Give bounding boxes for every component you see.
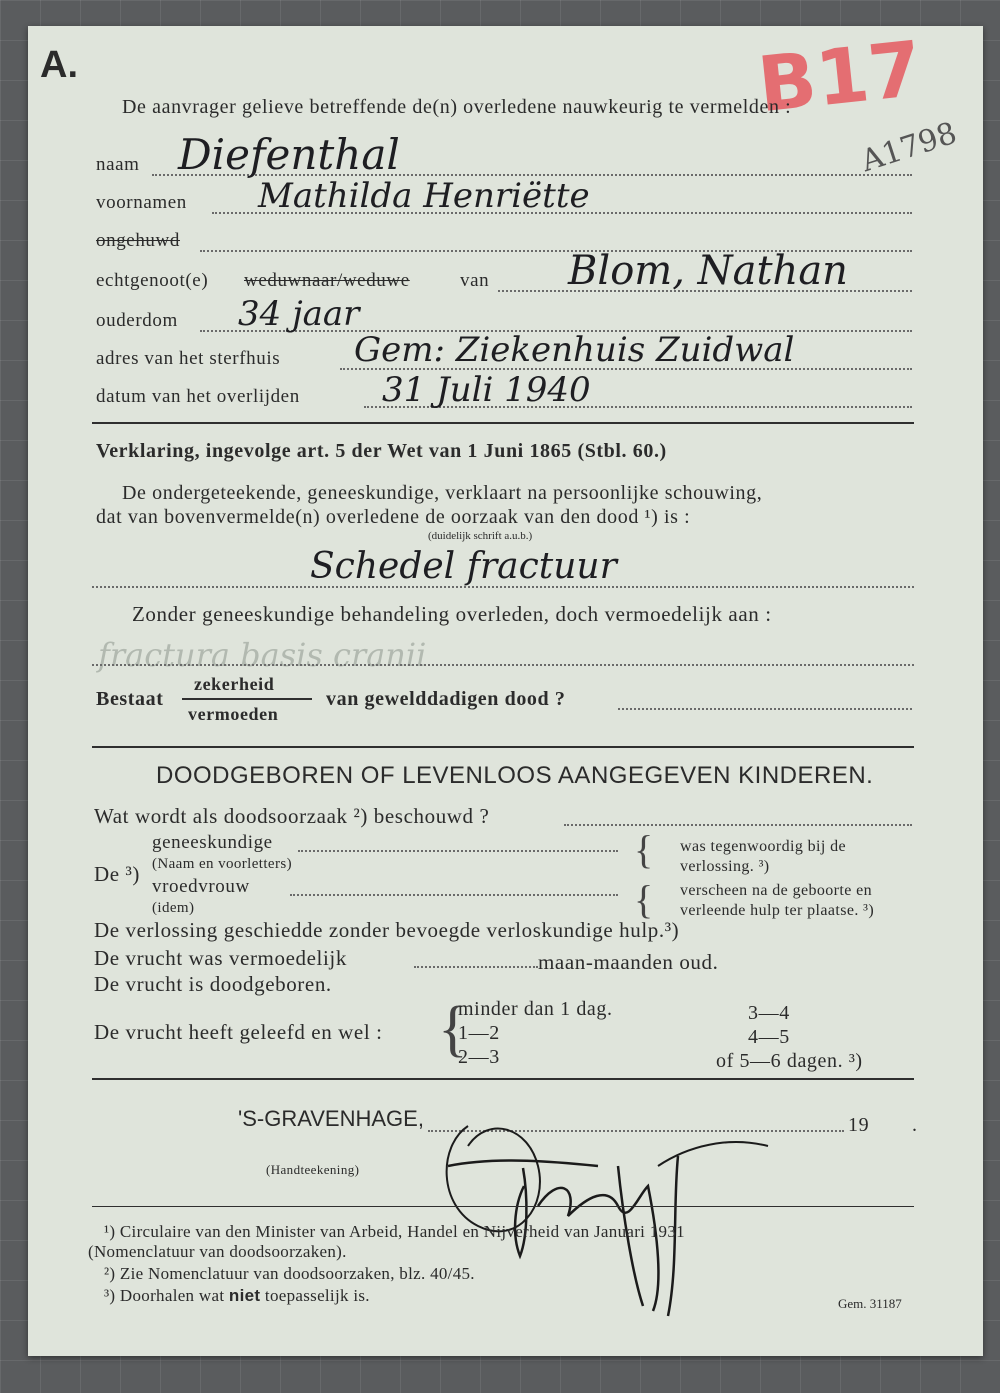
intro-text: De aanvrager gelieve betreffende de(n) overledene nauwkeurig te vermelden : [122,96,792,118]
tegenwoordig-line2: verlossing. ³) [680,858,770,875]
footnote-3-niet: niet [228,1286,261,1305]
echtgenoot-label: echtgenoot(e) [96,270,209,291]
datum-label: datum van het overlijden [96,386,300,407]
echtgenoot-value: Blom, Nathan [568,248,848,294]
doodgeboren-line: De vrucht is doodgeboren. [94,972,332,996]
de-label: De ³) [94,862,141,886]
option-3-4: 3—4 [748,1002,790,1024]
geneeskundige-label: geneeskundige [152,832,273,853]
form-letter: A. [40,44,78,86]
ouderdom-value: 34 jaar [238,294,360,334]
naam-label: naam [96,154,140,175]
naam-voorletters-label: (Naam en voorletters) [152,856,293,872]
van-label: van [460,270,490,291]
ouderdom-label: ouderdom [96,310,178,331]
divider-1 [92,422,914,424]
bestaat-label: Bestaat [96,688,164,710]
footnote-3-pre: ³) Doorhalen wat [104,1286,225,1305]
voornamen-label: voornamen [96,192,187,213]
form-code: Gem. 31187 [838,1296,902,1311]
zonder-line: Zonder geneeskundige behandeling overleden, doch vermoedelijk aan : [132,602,772,626]
adres-value: Gem: Ziekenhuis Zuidwal [354,330,795,370]
year-prefix: 19 [848,1114,870,1136]
verlossing-line: De verlossing geschiedde zonder bevoegde verloskundige hulp.³) [94,918,680,942]
ongehuwd-label: ongehuwd [96,230,180,251]
vroedvrouw-label: vroedvrouw [152,876,250,897]
declaration-line1: De ondergeteekende, geneeskundige, verklaart na persoonlijke schouwing, [122,482,763,504]
adres-label: adres van het sterfhuis [96,348,281,369]
footnote-3-post: toepasselijk is. [264,1286,370,1305]
zonder-value: fractura basis cranii [98,636,427,674]
voornamen-value: Mathilda Henriëtte [258,176,590,216]
idem-label: (idem) [152,900,195,916]
verscheen-line2: verleende hulp ter plaatse. ³) [680,902,875,919]
geweld-label: van gewelddadigen dood ? [326,688,566,710]
doodsoorzaak-label: Wat wordt als doodsoorzaak ²) beschouwd ? [94,804,490,828]
maanden-label: maan-maanden oud. [538,950,719,974]
red-stamp-number: B17 [753,23,926,130]
geleefd-label: De vrucht heeft geleefd en wel : [94,1020,383,1044]
divider-3 [92,1078,914,1080]
declaration-line2: dat van bovenvermelde(n) overledene de oorzaak van den dood ¹) is : [96,506,691,528]
option-4-5: 4—5 [748,1026,790,1048]
naam-value: Diefenthal [178,130,400,179]
option-minder: minder dan 1 dag. [458,998,613,1020]
divider-4 [92,1206,914,1207]
handteekening-label: (Handteekening) [266,1162,360,1177]
divider-2 [92,746,914,748]
footnote-1-line2: (Nomenclatuur van doodsoorzaken). [88,1242,347,1261]
datum-value: 31 Juli 1940 [382,370,591,410]
place-label: 'S-GRAVENHAGE, [238,1106,424,1131]
cause-value: Schedel fractuur [310,546,617,587]
footnote-2: ²) Zie Nomenclatuur van doodsoorzaken, blz. 40/45. [104,1264,475,1283]
zekerheid-label: zekerheid [194,674,275,694]
form-paper [28,23,983,1356]
option-2-3: 2—3 [458,1046,500,1068]
declaration-note: (duidelijk schrift a.u.b.) [428,530,533,542]
tegenwoordig-line1: was tegenwoordig bij de [680,838,847,855]
stillborn-title: DOODGEBOREN OF LEVENLOOS AANGEGEVEN KINDEREN. [156,762,874,789]
year-dot: . [912,1114,918,1136]
brace-1: { [634,827,654,872]
archive-number: A1798 [856,115,962,180]
weduwnaar-label: weduwnaar/weduwe [244,270,410,291]
option-1-2: 1—2 [458,1022,500,1044]
option-5-6: of 5—6 dagen. ³) [716,1050,863,1072]
declaration-title: Verklaring, ingevolge art. 5 der Wet van 1 Juni 1865 (Stbl. 60.) [96,440,667,462]
verscheen-line1: verscheen na de geboorte en [680,882,873,899]
footnote-3 [104,1286,370,1306]
brace-3: { [438,995,468,1063]
vermoedelijk-label: De vrucht was vermoedelijk [94,946,347,970]
vermoeden-label: vermoeden [188,704,279,724]
brace-2: { [634,877,654,922]
footnote-1-line1: ¹) Circulaire van den Minister van Arbeid, Handel en Nijverheid van Januari 1931 [104,1222,685,1241]
